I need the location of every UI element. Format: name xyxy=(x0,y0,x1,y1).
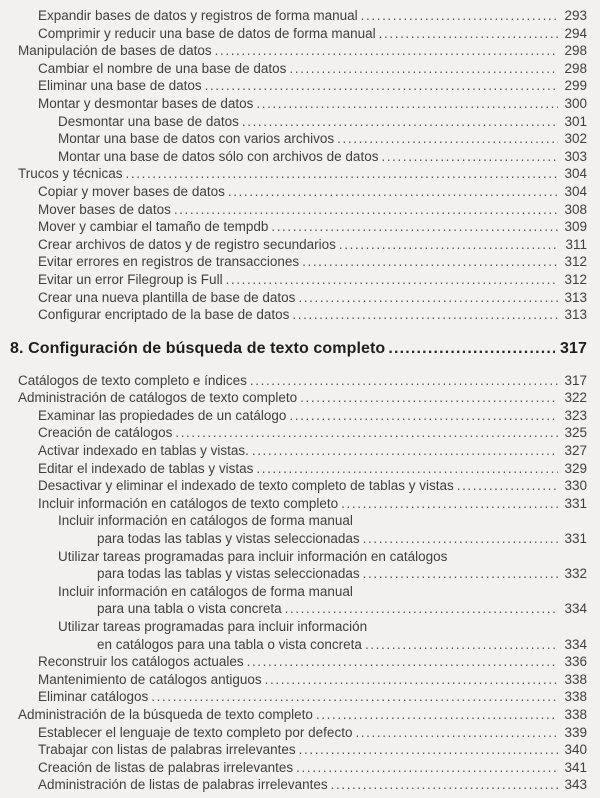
leader-dots xyxy=(339,236,558,254)
leader-dots xyxy=(250,372,558,390)
page-number: 311 xyxy=(565,236,587,252)
toc-entry-text: Mantenimiento de catálogos antiguos xyxy=(38,671,262,687)
page-number: 299 xyxy=(564,78,587,94)
page-number: 298 xyxy=(564,43,587,59)
leader-dots xyxy=(300,389,558,407)
leader-dots xyxy=(361,7,558,25)
toc-entry xyxy=(0,671,587,689)
page-number: 334 xyxy=(564,636,587,652)
toc-entry-text: Mover bases de datos xyxy=(38,201,171,217)
leader-dots xyxy=(175,424,558,442)
toc-entry xyxy=(0,77,587,95)
toc-entry-text: Expandir bases de datos y registros de forma manual xyxy=(38,8,358,23)
leader-dots xyxy=(316,706,558,724)
toc-entry-text: Trucos y técnicas xyxy=(18,166,123,182)
page-number: 330 xyxy=(564,478,587,494)
toc-entry-text: Configurar encriptado de la base de datos xyxy=(38,307,290,323)
leader-dots xyxy=(337,130,558,148)
toc-entry xyxy=(0,389,587,407)
toc-entry xyxy=(0,148,587,166)
toc-entry xyxy=(0,706,587,724)
page-number: 338 xyxy=(564,671,587,687)
leader-dots xyxy=(271,218,558,236)
leader-dots xyxy=(355,724,558,742)
toc-entry xyxy=(0,407,587,425)
toc-entry xyxy=(0,253,587,271)
page-number: 300 xyxy=(564,95,587,111)
page-number: 332 xyxy=(564,566,587,582)
toc-entry-text: Incluir información en catálogos de forma manual xyxy=(58,583,353,599)
leader-dots xyxy=(215,42,558,60)
toc-entry-text: en catálogos para una tabla o vista concreta xyxy=(97,636,362,652)
leader-dots xyxy=(363,530,558,548)
page-number: 312 xyxy=(564,271,587,287)
toc-entry xyxy=(0,530,587,548)
toc-entry xyxy=(0,60,587,78)
toc-entry-text: Utilizar tareas programadas para incluir información en catálogos xyxy=(58,548,448,564)
page-number: 304 xyxy=(564,166,587,182)
page-number: 338 xyxy=(564,706,587,722)
toc-entry-text: Manipulación de bases de datos xyxy=(18,43,212,59)
toc-entry-text: Mover y cambiar el tamaño de tempdb xyxy=(38,219,269,235)
leader-dots xyxy=(265,671,558,689)
toc-entry xyxy=(0,776,587,794)
page-number: 312 xyxy=(564,254,587,270)
toc-entry xyxy=(0,565,587,583)
leader-dots xyxy=(379,25,558,43)
leader-dots xyxy=(247,653,558,671)
page-number: 341 xyxy=(564,759,587,775)
leader-dots xyxy=(331,776,558,794)
page-number: 329 xyxy=(564,460,587,476)
toc-entry xyxy=(0,442,587,460)
toc-entry xyxy=(0,460,587,478)
page-number: 323 xyxy=(564,407,587,423)
toc-entry-text: Desmontar una base de datos xyxy=(58,113,239,129)
toc-entry-text: Incluir información en catálogos de forma manual xyxy=(58,513,353,529)
toc-entry-text: Comprimir y reducir una base de datos de forma manual xyxy=(38,25,376,41)
page-number: 334 xyxy=(564,601,587,617)
toc-entry xyxy=(0,25,587,43)
toc-entry-text: Trabajar con listas de palabras irrelevantes xyxy=(38,742,296,758)
leader-dots xyxy=(388,338,555,359)
toc-entry xyxy=(0,688,587,706)
toc-entry xyxy=(0,201,587,219)
leader-dots xyxy=(341,495,558,513)
page-number: 309 xyxy=(564,219,587,235)
toc-entry-text: Eliminar una base de datos xyxy=(38,78,202,94)
toc-entry xyxy=(0,618,587,636)
toc-entry xyxy=(0,512,587,530)
toc-entry-text: Activar indexado en tablas y vistas. xyxy=(38,443,249,459)
toc-entry xyxy=(0,477,587,495)
page-number: 331 xyxy=(564,531,587,547)
toc-entry-text: Creación de catálogos xyxy=(38,425,173,441)
toc-entry-text: Montar y desmontar bases de datos xyxy=(38,95,254,111)
toc-entry xyxy=(0,636,587,654)
toc-entry-text: Establecer el lenguaje de texto completo por defecto xyxy=(38,724,353,740)
page-number: 331 xyxy=(564,495,587,511)
toc-entry-text: Editar el indexado de tablas y vistas xyxy=(38,460,254,476)
toc-entry-text: Reconstruir los catálogos actuales xyxy=(38,654,244,670)
page-number: 338 xyxy=(564,689,587,705)
toc-entry xyxy=(0,95,587,113)
leader-dots xyxy=(302,253,558,271)
toc-entry xyxy=(0,130,587,148)
page-number: 339 xyxy=(564,724,587,740)
toc-entry xyxy=(0,306,587,324)
toc-entry xyxy=(0,42,587,60)
toc-entry xyxy=(0,7,587,25)
toc-entry-text: Desactivar y eliminar el indexado de texto completo de tablas y vistas xyxy=(38,478,454,494)
toc-entry xyxy=(0,289,587,307)
page-number: 298 xyxy=(564,60,587,76)
page-number: 313 xyxy=(564,307,587,323)
leader-dots xyxy=(228,183,558,201)
leader-dots xyxy=(126,165,558,183)
toc-entry-text: Montar una base de datos sólo con archivos de datos xyxy=(58,148,379,164)
page-number: 336 xyxy=(564,654,587,670)
toc-entry-text: para todas las tablas y vistas seleccionadas xyxy=(97,531,360,547)
toc-entry xyxy=(0,583,587,601)
toc-entry-text: Crear una nueva plantilla de base de datos xyxy=(38,289,296,305)
page-number: 304 xyxy=(564,183,587,199)
toc-entry-text: Incluir información en catálogos de texto completo xyxy=(38,495,339,511)
toc-entry xyxy=(0,424,587,442)
toc-chapter-heading-text: 8. Configuración de búsqueda de texto completo xyxy=(10,339,386,357)
toc-entry xyxy=(0,113,587,131)
toc-entry xyxy=(0,759,587,777)
leader-dots xyxy=(285,600,558,618)
toc-entry-text: para una tabla o vista concreta xyxy=(97,601,282,617)
toc-entry-text: Copiar y mover bases de datos xyxy=(38,183,225,199)
toc-chapter-heading xyxy=(0,338,587,360)
page-number: 317 xyxy=(560,339,587,357)
toc-entry xyxy=(0,218,587,236)
toc-entry-text: Administración de catálogos de texto completo xyxy=(18,390,298,406)
leader-dots xyxy=(296,759,558,777)
leader-dots xyxy=(256,95,558,113)
page-number: 301 xyxy=(564,113,587,129)
toc-entry xyxy=(0,495,587,513)
toc-entry-text: Utilizar tareas programadas para incluir información xyxy=(58,619,368,634)
leader-dots xyxy=(252,442,558,460)
page-number: 294 xyxy=(564,25,587,41)
toc-entry xyxy=(0,600,587,618)
toc-entry-text: Evitar errores en registros de transacciones xyxy=(38,254,300,270)
page-number: 327 xyxy=(564,443,587,459)
toc-entry-text: Cambiar el nombre de una base de datos xyxy=(38,60,287,76)
page-number: 343 xyxy=(564,777,587,793)
toc-entry xyxy=(0,372,587,390)
leader-dots xyxy=(205,77,558,95)
toc-entry-text: Montar una base de datos con varios archivos xyxy=(58,131,335,147)
toc-entry-text: Evitar un error Filegroup is Full xyxy=(38,271,223,287)
toc-entry xyxy=(0,271,587,289)
toc-entry xyxy=(0,724,587,742)
page-number: 293 xyxy=(564,8,587,23)
leader-dots xyxy=(226,271,558,289)
leader-dots xyxy=(381,148,558,166)
leader-dots xyxy=(289,60,558,78)
toc-entry-text: Catálogos de texto completo e índices xyxy=(18,372,247,388)
toc-entry-text: Examinar las propiedades de un catálogo xyxy=(38,407,287,423)
page-number: 313 xyxy=(564,289,587,305)
toc-entry xyxy=(0,548,587,566)
page-number: 340 xyxy=(564,742,587,758)
leader-dots xyxy=(174,201,558,219)
toc-entry-text: Crear archivos de datos y de registro secundarios xyxy=(38,236,336,252)
leader-dots xyxy=(298,289,558,307)
page-number: 302 xyxy=(564,131,587,147)
page-number: 325 xyxy=(564,425,587,441)
toc-entry xyxy=(0,183,587,201)
leader-dots xyxy=(365,636,558,654)
toc-entry-text: Administración de listas de palabras irrelevantes xyxy=(38,777,328,793)
toc-entry xyxy=(0,741,587,759)
leader-dots xyxy=(457,477,558,495)
toc-entry xyxy=(0,236,587,254)
leader-dots xyxy=(151,688,558,706)
leader-dots xyxy=(292,306,558,324)
page-number: 303 xyxy=(564,148,587,164)
toc-entry-text: Administración de la búsqueda de texto completo xyxy=(18,706,313,722)
page-number: 322 xyxy=(564,390,587,406)
toc-entry-text: Eliminar catálogos xyxy=(38,689,149,705)
leader-dots xyxy=(242,113,558,131)
leader-dots xyxy=(299,741,558,759)
leader-dots xyxy=(363,565,558,583)
leader-dots xyxy=(289,407,558,425)
leader-dots xyxy=(256,460,558,478)
page-number: 308 xyxy=(564,201,587,217)
toc-entry-text: para todas las tablas y vistas seleccionadas xyxy=(97,566,360,582)
toc-entry-text: Creación de listas de palabras irrelevantes xyxy=(38,759,294,775)
page-number: 317 xyxy=(564,372,587,388)
toc-entry xyxy=(0,165,587,183)
toc-entry xyxy=(0,653,587,671)
